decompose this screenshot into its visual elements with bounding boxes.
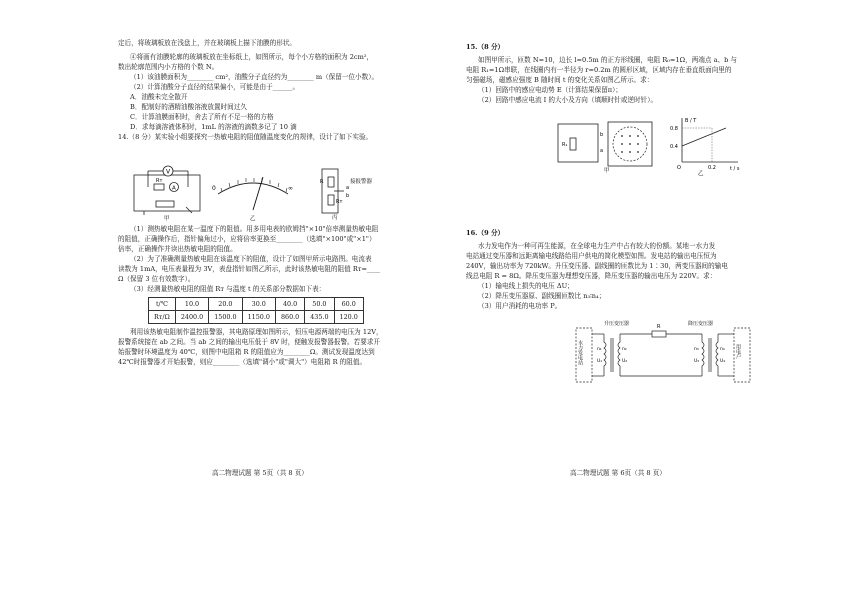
step-down-label: 降压变压器 xyxy=(688,321,714,327)
x-axis-label: t / s xyxy=(730,166,740,172)
question-16 xyxy=(466,228,766,311)
text-line: 利用该热敏电阻制作温控报警器，其电路原理如图所示，恒压电源两端的电压为 12V， xyxy=(130,328,383,336)
table-cell: 435.0 xyxy=(305,311,334,324)
u1-label: U₁ xyxy=(597,359,603,364)
y-axis-label: B / T xyxy=(685,118,697,124)
q14-body xyxy=(118,224,418,367)
r-label: R xyxy=(657,324,661,330)
text-line: Ω（保留 3 位有效数字）。 xyxy=(118,275,195,283)
resistance-table xyxy=(148,297,364,324)
svg-text:R: R xyxy=(320,179,324,185)
svg-text:Rт: Rт xyxy=(336,199,343,205)
u2-label: U₂ xyxy=(622,359,628,364)
alarm-label: 接报警器 xyxy=(350,179,373,185)
text-line: （3）经测量热敏电阻的阻值 Rт 与温度 t 的关系部分数据如下表： xyxy=(130,285,326,293)
svg-text:a: a xyxy=(346,185,350,191)
text-line: （2）回路中感应电流 I 的大小及方向（填顺时针或逆时针）。 xyxy=(478,96,658,104)
table-cell: 20.0 xyxy=(209,298,242,311)
left-page-footer: 高二物理试题 第 5页（共 8 页） xyxy=(212,469,308,477)
text-line: 始报警时环境温度为 40℃，则图中电阻箱 R 的阻值应为________Ω。测试发现温度达到 xyxy=(118,348,375,356)
text-line: 电站通过变压器和远距离输电线路给用户供电的简化模型如图。发电站的输出电压恒为 xyxy=(466,252,717,260)
fig-jia-label: 甲 xyxy=(604,168,610,174)
figure-bing-alarm xyxy=(312,163,392,221)
text-line: 电阻 R₁=1Ω串联，在线圈内有一半径为 r=0.2m 的圆形区域，区域内存在垂直纸面向里的 xyxy=(466,66,732,74)
b-label: b xyxy=(600,132,604,138)
table-cell: 1500.0 xyxy=(209,311,242,324)
text-line: 42℃时报警器才开始报警，则应________（选填"调小"或"调大"）电阻箱 R 的阻值。 xyxy=(118,358,367,366)
text-line: 如图甲所示，匝数 N=10，边长 l=0.5m 的正方形线圈，电阻 R₀=1Ω，两端点 a、b 与 xyxy=(478,56,738,64)
n4-label: n₄ xyxy=(720,347,725,352)
text-line: （2）为了准确测量热敏电阻在该温度下的阻值，设计了如图甲所示电路图。电流表 xyxy=(130,255,372,263)
right-page xyxy=(466,42,766,105)
text-line: （2）降压变压器原、副线圈匝数比 n₃∶n₄； xyxy=(478,292,606,300)
table-cell: 60.0 xyxy=(334,298,363,311)
fig-jia-label: 甲 xyxy=(164,216,170,221)
fig-yi-label: 乙 xyxy=(250,216,256,221)
svg-text:V: V xyxy=(166,168,171,176)
text-line: 读数为 1mA，电压表量程为 3V，表盘指针如图乙所示，此时该热敏电阻的阻值 Rт=____ xyxy=(118,265,381,273)
text-line: （1）该油膜面积为________ cm²，油酸分子直径约为________ m（保留一位小数）。 xyxy=(130,73,379,81)
table-cell: 30.0 xyxy=(242,298,275,311)
n1-label: n₁ xyxy=(597,347,602,352)
text-line: ④将画有油膜轮廓的玻璃板放在坐标纸上，如图所示，每个小方格的面积为 2cm²， xyxy=(130,53,374,61)
scale-zero-label: 0 xyxy=(212,185,216,192)
text-line: 定后，将玻璃板放在浅盘上，并在玻璃板上描下油膜的形状。 xyxy=(118,39,297,47)
svg-text:b: b xyxy=(346,193,350,199)
figure-jia-circuit xyxy=(128,163,208,221)
u4-label: U₄ xyxy=(720,359,726,364)
y-tick-label: 0.4 xyxy=(670,144,678,150)
scale-end-label: ∞ xyxy=(288,185,293,192)
text-line: 线总电阻 R = 8Ω。降压变压器为理想变压器，降压变压器的输出电压为 220V。求： xyxy=(466,272,717,280)
option-c: C．计算油膜面积时，舍去了所有不足一格的方格 xyxy=(130,113,274,121)
y-tick-label: 0.8 xyxy=(670,126,678,132)
n2-label: n₂ xyxy=(622,347,627,352)
table-head: t/℃ xyxy=(149,298,176,311)
figure-bt-graph xyxy=(668,114,746,176)
text-line: 240V，输出功率为 720kW。升压变压器、副线圈的匝数比为 1∶30，两变压器间的输电 xyxy=(466,262,728,270)
option-d: D．求每滴溶液体积时，1mL 的溶液的滴数多记了 10 滴 xyxy=(130,123,297,131)
text-line: （1）输电线上损失的电压 ΔU； xyxy=(478,282,574,290)
question-16-head: 16.（9 分） xyxy=(466,229,505,237)
left-page xyxy=(118,38,418,142)
option-a: A．油酸未完全散开 xyxy=(130,93,188,101)
table-cell: 120.0 xyxy=(334,311,363,324)
text-line: （1）测热敏电阻在某一温度下的阻值。用多用电表的欧姆挡"×10"倍率测量热敏电阻 xyxy=(130,225,379,233)
table-cell: 860.0 xyxy=(275,311,304,324)
x-tick-label: 0.2 xyxy=(708,165,716,171)
table-head: Rт/Ω xyxy=(149,311,176,324)
plant-label: 水力发电站 xyxy=(577,340,583,365)
text-line: 的阻值，正确操作后，指针偏角过小，应将倍率更换至________（选填"×100"或"×1"） xyxy=(118,235,376,243)
table-cell: 40.0 xyxy=(275,298,304,311)
text-line: （1）回路中的感应电动势 E（计算结果保留π）； xyxy=(478,86,623,94)
n3-label: n₃ xyxy=(694,347,699,352)
u3-label: U₃ xyxy=(694,359,700,364)
user-label: 用电户 xyxy=(735,344,741,359)
table-cell: 2400.0 xyxy=(175,311,208,324)
svg-text:Rт: Rт xyxy=(156,178,163,184)
text-line: 倍率，正确操作并读出热敏电阻的阻值。 xyxy=(118,245,237,253)
right-page-footer: 高二物理试题 第 6页（共 8 页） xyxy=(570,469,666,477)
r1-label: R₁ xyxy=(562,142,568,148)
text-line: （2）计算油酸分子直径的结果偏小，可能是由于______。 xyxy=(130,83,300,91)
step-up-label: 升压变压器 xyxy=(604,321,630,327)
figure-coil xyxy=(552,114,658,174)
fig-bing-label: 丙 xyxy=(332,215,338,221)
option-b: B．配制好的酒精油酸溶液放置时间过久 xyxy=(130,103,247,111)
question-14-stem: 14.（8 分）某实验小组要探究一热敏电阻的阻值随温度变化的规律，设计了如下实验。 xyxy=(118,133,373,141)
table-cell: 10.0 xyxy=(175,298,208,311)
table-cell: 50.0 xyxy=(305,298,334,311)
origin-label: O xyxy=(677,165,681,171)
text-line: 数出轮廓范围内小方格的个数 N。 xyxy=(118,63,219,71)
text-line: 匀强磁场，磁感应强度 B 随时间 t 的变化关系如图乙所示。求： xyxy=(466,76,654,84)
figure-yi-meter xyxy=(208,166,298,221)
svg-text:A: A xyxy=(172,185,176,192)
fig-yi-label: 乙 xyxy=(698,171,704,176)
figure-transmission xyxy=(574,318,756,388)
question-15-head: 15.（8 分） xyxy=(466,43,505,51)
a-label: a xyxy=(600,148,604,154)
text-line: （3）用户消耗的电功率 P。 xyxy=(478,302,562,310)
table-cell: 1150.0 xyxy=(242,311,275,324)
text-line: 水力发电作为一种可再生能源，在全球电力生产中占有较大的份额。某地一水力发 xyxy=(478,242,716,250)
text-line: 报警系统接在 ab 之间。当 ab 之间的输出电压低于 8V 时，便触发报警器报警。若要求开 xyxy=(118,338,381,346)
